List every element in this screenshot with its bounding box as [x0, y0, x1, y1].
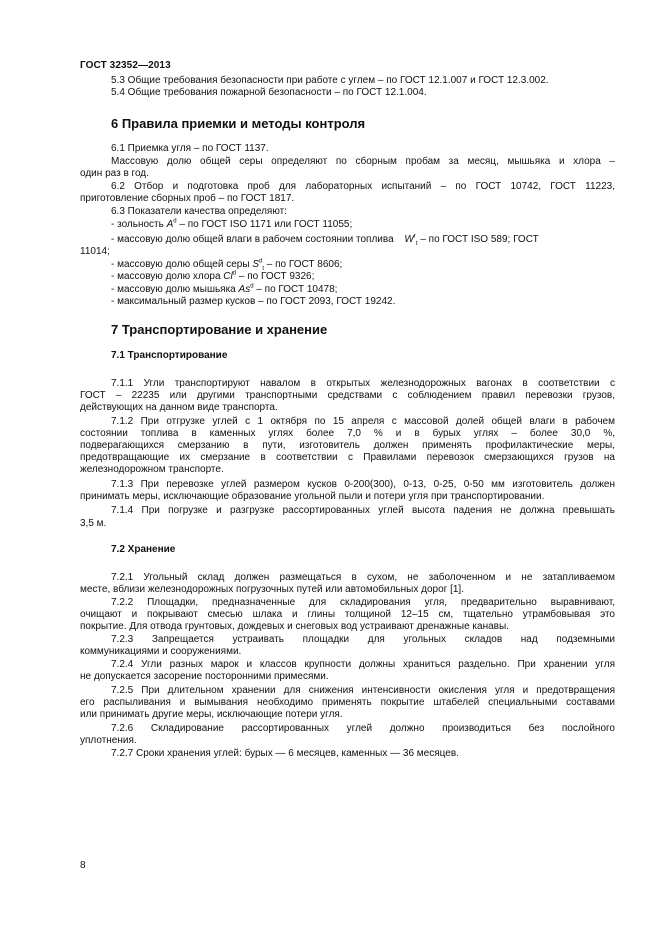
ash-superscript: d	[173, 218, 177, 225]
indicator-moisture-line-2: 11014;	[80, 246, 110, 257]
sulfur-standard: – по ГОСТ 8606;	[264, 259, 343, 270]
clause-7-2-2-line-1: 7.2.2 Площадки, предназначенные для складирования угля, предварительно выравнивают,	[111, 597, 615, 608]
clause-7-2-1-line-1: 7.2.1 Угольный склад должен размещаться в сухом, не заболоченном и не затапливаемом	[111, 572, 615, 583]
subsection-7-2-title: 7.2 Хранение	[111, 544, 176, 555]
moisture-standard: – по ГОСТ ISO 589; ГОСТ	[417, 234, 539, 245]
ash-standard: – по ГОСТ ISO 1171 или ГОСТ 11055;	[176, 219, 353, 230]
clause-5-3: 5.3 Общие требования безопасности при работе с углем – по ГОСТ 12.1.007 и ГОСТ 12.3.002.	[111, 75, 549, 86]
clause-7-2-4-line-1: 7.2.4 Угли разных марок и классов крупности должны храниться раздельно. При хранении угля	[111, 659, 615, 670]
chlorine-symbol: Cl	[223, 271, 233, 282]
ash-symbol: A	[166, 219, 174, 230]
clause-7-1-3-line-1: 7.1.3 При перевозке углей размером кусков 0-200(300), 0-13, 0-25, 0-50 мм изготовитель должен	[111, 479, 615, 490]
clause-6-2-line-1: 6.2 Отбор и подготовка проб для лабораторных испытаний – по ГОСТ 10742, ГОСТ 11223,	[111, 181, 615, 192]
clause-7-1-1-line-3: действующих на данном виде транспорта.	[80, 402, 278, 413]
subsection-7-1-title: 7.1 Транспортирование	[111, 350, 228, 361]
clause-7-2-7: 7.2.7 Сроки хранения углей: бурых — 6 месяцев, каменных — 36 месяцев.	[111, 748, 459, 759]
arsenic-standard: – по ГОСТ 10478;	[253, 284, 338, 295]
clause-7-2-2-line-3: покрытие. Для отвода грунтовых, дождевых и снеговых вод устраивают дренажные канавы.	[80, 621, 509, 632]
clause-7-2-6-line-1: 7.2.6 Складирование рассортированных углей должно производиться без послойного	[111, 723, 615, 734]
clause-7-2-5-line-1: 7.2.5 При длительном хранении для снижения интенсивности окисления угля и предотвращения	[111, 685, 615, 696]
indicator-sulfur	[111, 259, 615, 271]
clause-7-2-3-line-2: коммуникациями и сооружениями.	[80, 646, 242, 657]
clause-6-1-text-line-1: Массовую долю общей серы определяют по сборным пробам за месяц, мышьяка и хлора –	[111, 156, 615, 167]
indicator-ash	[111, 219, 615, 231]
indicator-chlorine	[111, 271, 615, 283]
clause-7-1-3-line-2: принимать меры, исключающие образование угольной пыли и потери угля при транспортировании.	[80, 491, 545, 502]
clause-7-2-5-line-3: или принимать другие меры, исключающие потери угля.	[80, 709, 343, 720]
document-code-header: ГОСТ 32352—2013	[80, 60, 171, 71]
clause-7-1-1-line-2: ГОСТ – 22235 или другими транспортными средствами с соблюдением правил перевозки грузов,	[80, 390, 615, 401]
indicator-moisture	[111, 234, 615, 246]
clause-7-2-1-line-2: месте, вблизи железнодорожных погрузочных путей или автомобильных дорог [1].	[80, 584, 464, 595]
clause-7-1-4-line-1: 7.1.4 При погрузке и разгрузке рассортированных углей высота падения не должна превышать	[111, 505, 615, 516]
arsenic-superscript: d	[250, 283, 254, 290]
moisture-label: - массовую долю общей влаги в рабочем состоянии топлива	[111, 234, 394, 245]
clause-7-2-5-line-2: его распыливания и вымывания необходимо применять покрытие штабелей специальными составами	[80, 697, 615, 708]
clause-7-2-6-line-2: уплотнения.	[80, 735, 137, 746]
section-7-title: 7 Транспортирование и хранение	[111, 322, 328, 337]
clause-5-4: 5.4 Общие требования пожарной безопасности – по ГОСТ 12.1.004.	[111, 87, 427, 98]
chlorine-standard: – по ГОСТ 9326;	[236, 271, 315, 282]
clause-6-3: 6.3 Показатели качества определяют:	[111, 206, 287, 217]
indicator-arsenic	[111, 284, 615, 296]
clause-7-1-2-line-4: предотвращающие их смерзание в соответствии с Правилами перевозок смерзающихся грузов на	[80, 452, 615, 463]
clause-7-1-4-line-2: 3,5 м.	[80, 518, 107, 529]
clause-7-1-2-line-5: железнодорожном транспорте.	[80, 464, 224, 475]
clause-7-1-2-line-1: 7.1.2 При отгрузке углей с 1 октября по 15 апреля с массовой долей общей влаги в рабочем	[111, 416, 615, 427]
clause-7-2-3-line-1: 7.2.3 Запрещается устраивать площадки для угольных складов над подземными	[111, 634, 615, 645]
section-6-title: 6 Правила приемки и методы контроля	[111, 116, 366, 131]
clause-7-2-4-line-2: не допускается засорение посторонними примесями.	[80, 671, 329, 682]
sulfur-symbol: S	[252, 259, 259, 270]
clause-7-1-2-line-3: подверагающихся смерзанию в пути, изготовитель должен применять профилактические меры,	[80, 440, 615, 451]
chlorine-superscript: d	[232, 270, 237, 277]
clause-6-1-text-line-2: один раз в год.	[80, 168, 149, 179]
ash-label: - зольность	[111, 219, 167, 230]
arsenic-label: - массовую долю мышьяка	[111, 284, 239, 295]
clause-7-1-1-line-1: 7.1.1 Угли транспортируют навалом в открытых железнодорожных вагонах в соответствии с	[111, 378, 615, 389]
clause-7-2-2-line-2: очищают и покрывают смесью шлака и глины толщиной 12–15 см, тщательно утрамбовывая это	[80, 609, 615, 620]
clause-6-2-line-2: приготовление сборных проб – по ГОСТ 1817.	[80, 193, 295, 204]
indicator-lump-size: - максимальный размер кусков – по ГОСТ 2093, ГОСТ 19242.	[111, 296, 396, 307]
clause-6-1: 6.1 Приемка угля – по ГОСТ 1137.	[111, 143, 269, 154]
sulfur-superscript: d	[258, 258, 263, 265]
moisture-superscript: r	[413, 233, 416, 240]
chlorine-label: - массовую долю хлора	[111, 271, 224, 282]
arsenic-symbol: As	[238, 284, 251, 295]
moisture-subscript: t	[415, 241, 418, 247]
clause-7-1-2-line-2: состоянии топлива в каменных углях более 7,0 % и в бурых углях – более 30,0 %,	[80, 428, 615, 439]
page-number: 8	[80, 860, 86, 871]
sulfur-subscript: t	[262, 266, 264, 272]
sulfur-label: - массовую долю общей серы	[111, 259, 253, 270]
moisture-symbol: W	[404, 234, 414, 245]
